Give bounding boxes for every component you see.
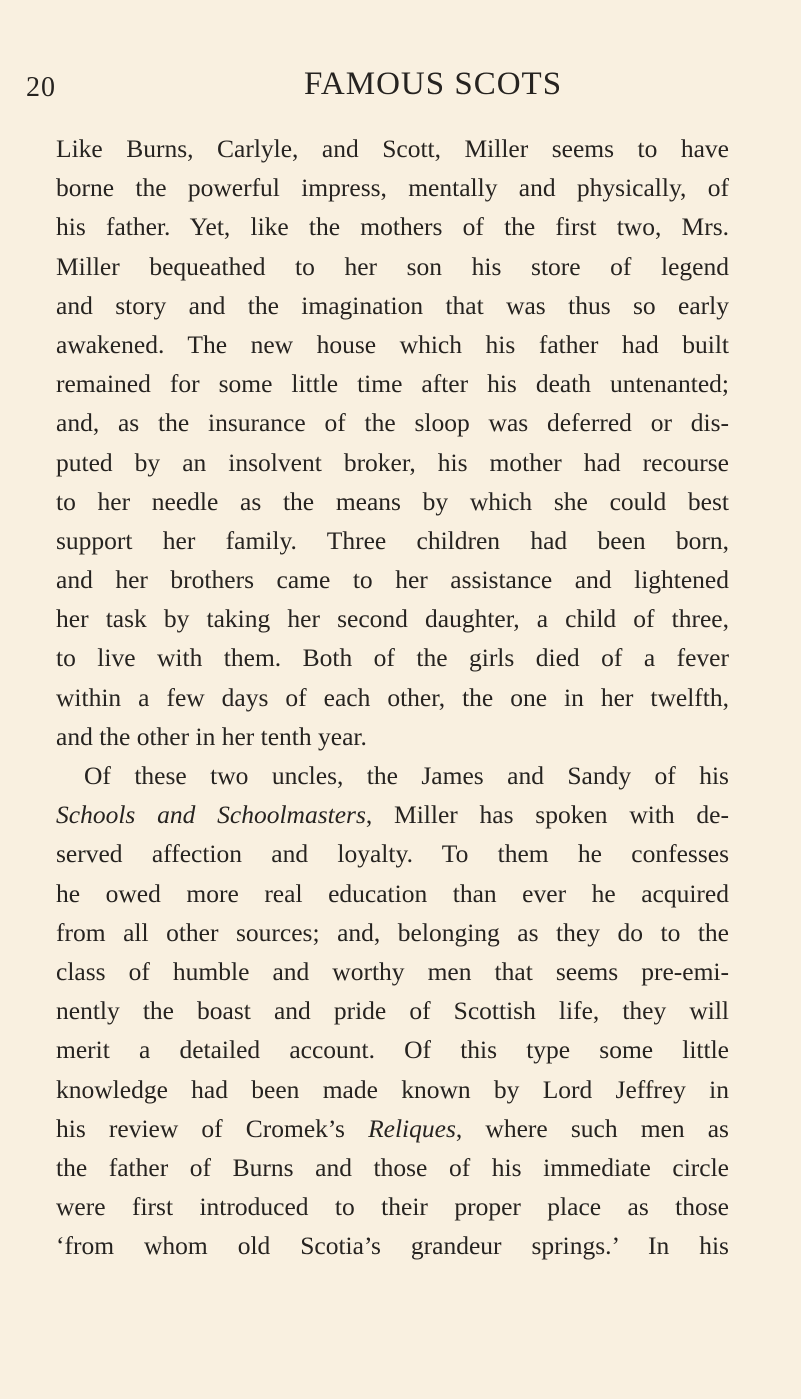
text-line: knowledge had been made known by Lord Jeffrey in — [56, 1074, 729, 1104]
text-line: and story and the imagination that was thus so early — [56, 290, 729, 320]
text-line: within a few days of each other, the one in her twelfth, — [56, 682, 729, 712]
text-line: served affection and loyalty. To them he confesses — [56, 839, 729, 869]
text-line: class of humble and worthy men that seems pre-emi- — [56, 956, 729, 986]
text-line: Of these two uncles, the James and Sandy of his — [84, 761, 729, 790]
text-line: her task by taking her second daughter, a child of three, — [56, 604, 729, 634]
body-text — [56, 129, 729, 1265]
text-line: his father. Yet, like the mothers of the first two, Mrs. — [56, 212, 729, 242]
text-line — [56, 795, 729, 834]
text-line: ‘from whom old Scotia’s grandeur springs.’ In his — [56, 1231, 729, 1261]
text-line: were first introduced to their proper place as those — [56, 1192, 729, 1222]
text-line: to live with them. Both of the girls died of a fever — [56, 643, 729, 673]
text-run: , Miller has spoken with de- — [365, 800, 729, 830]
text-line: merit a detailed account. Of this type some little — [56, 1035, 729, 1065]
text-line: puted by an insolvent broker, his mother had recourse — [56, 447, 729, 477]
book-title-italic: Reliques — [368, 1113, 456, 1143]
text-run: his review of Cromek’s — [56, 1113, 369, 1143]
running-head: FAMOUS SCOTS — [304, 66, 563, 102]
text-line: borne the powerful impress, mentally and physically, of — [56, 173, 729, 203]
text-line: Miller bequeathed to her son his store of legend — [56, 251, 729, 281]
text-line: and her brothers came to her assistance and lightened — [56, 565, 729, 595]
text-line: to her needle as the means by which she could best — [56, 486, 729, 516]
book-title-italic: Schools and Schoolmasters — [56, 800, 366, 830]
text-line: he owed more real education than ever he acquired — [56, 878, 729, 908]
text-line: nently the boast and pride of Scottish life, they will — [56, 996, 729, 1026]
text-line: remained for some little time after his death untenanted; — [56, 369, 729, 399]
page-number: 20 — [26, 72, 56, 103]
text-line: from all other sources; and, belonging as they do to the — [56, 917, 729, 947]
page-header — [26, 66, 726, 110]
text-line: awakened. The new house which his father had built — [56, 329, 729, 359]
text-line: support her family. Three children had been born, — [56, 525, 729, 555]
text-run: , where such men as — [455, 1113, 729, 1143]
text-line: Like Burns, Carlyle, and Scott, Miller seems to have — [56, 134, 729, 163]
text-line: and the other in her tenth year. — [56, 721, 367, 751]
text-line — [56, 1109, 729, 1148]
text-line: the father of Burns and those of his immediate circle — [56, 1152, 729, 1182]
text-line: and, as the insurance of the sloop was deferred or dis- — [56, 408, 729, 438]
